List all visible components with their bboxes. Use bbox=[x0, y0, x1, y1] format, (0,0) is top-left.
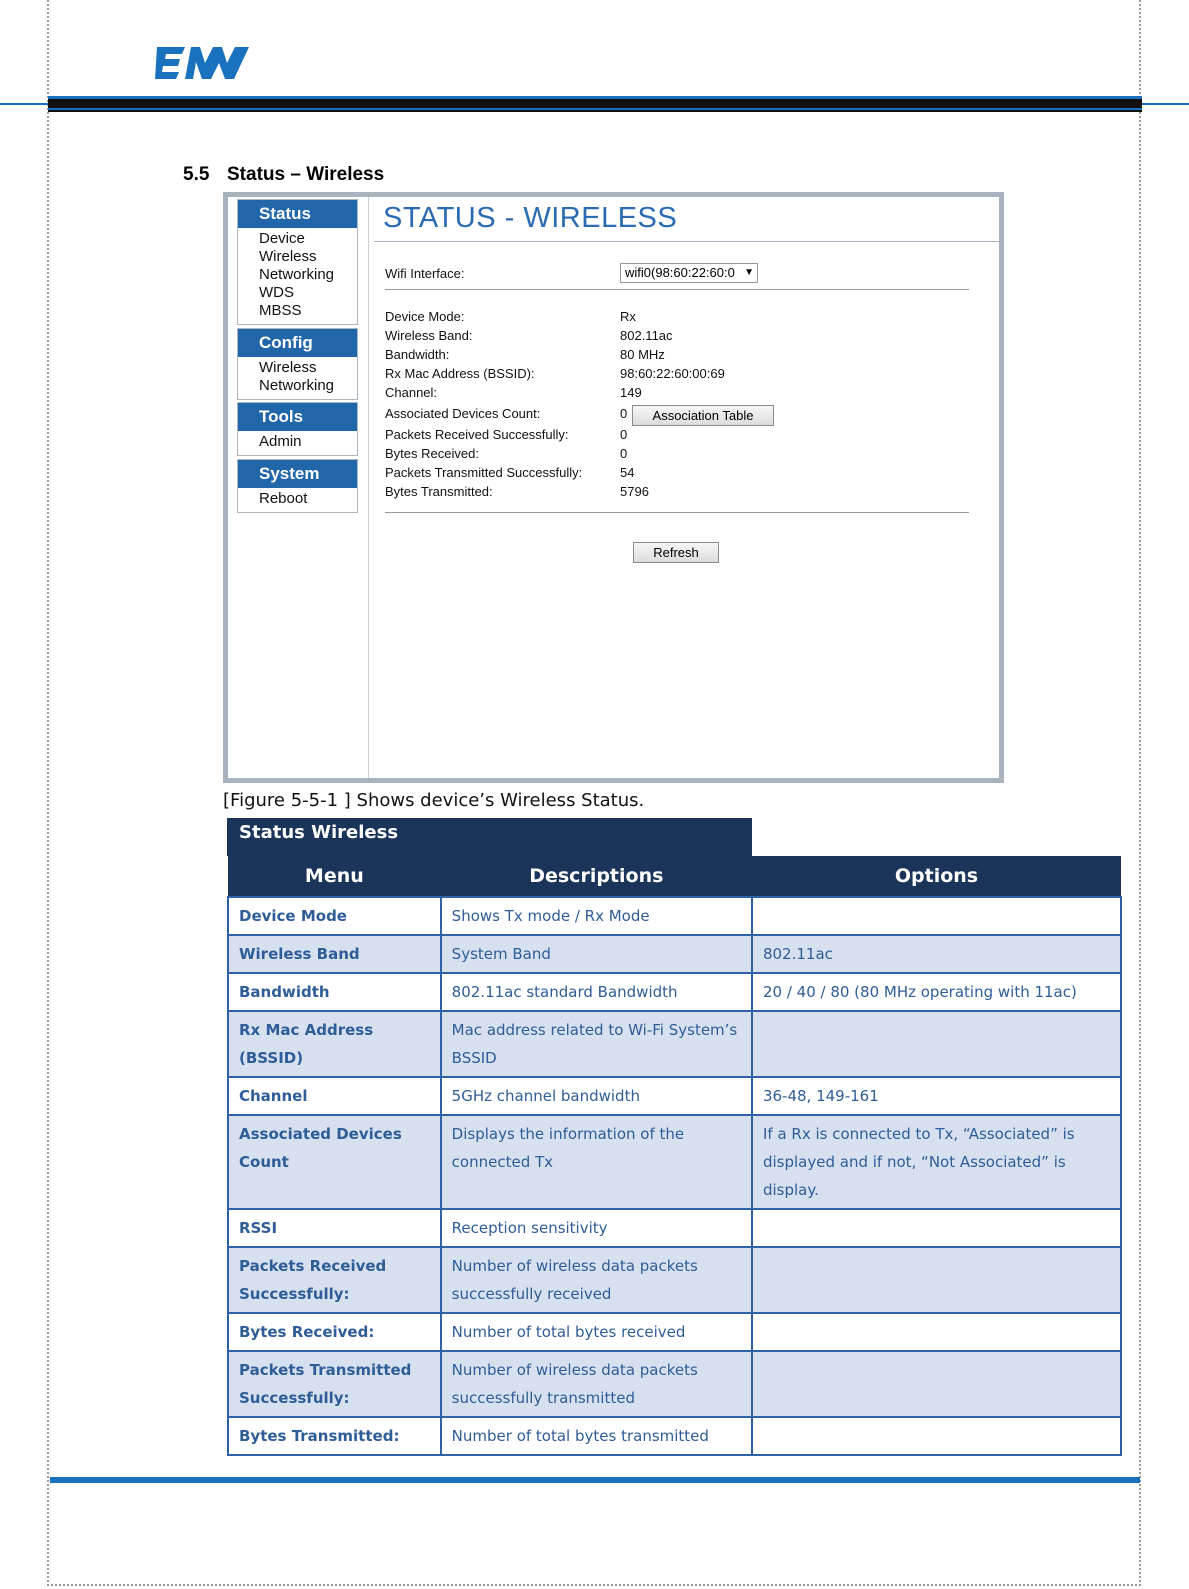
row-desc: Displays the information of the connected Tx bbox=[441, 1115, 752, 1209]
row-opt bbox=[752, 1209, 1121, 1247]
field-label: Channel: bbox=[385, 385, 438, 400]
nav-item-config-wireless[interactable]: Wireless bbox=[259, 359, 317, 376]
field-value: 0 bbox=[620, 406, 628, 421]
field-value: 5796 bbox=[620, 484, 649, 499]
footer-bar bbox=[50, 1477, 1140, 1483]
title-divider bbox=[374, 241, 999, 242]
table-row bbox=[228, 1313, 1121, 1351]
nav-header-status[interactable]: Status bbox=[238, 200, 357, 228]
field-value: 80 MHz bbox=[620, 347, 665, 362]
field-value: Rx bbox=[620, 309, 636, 324]
row-menu: Bandwidth bbox=[228, 973, 441, 1011]
wifi-interface-label: Wifi Interface: bbox=[385, 266, 465, 281]
row-menu: Associated Devices Count bbox=[228, 1115, 441, 1209]
nav-item-reboot[interactable]: Reboot bbox=[259, 490, 308, 507]
row-menu: Bytes Received: bbox=[228, 1313, 441, 1351]
field-label: Wireless Band: bbox=[385, 328, 473, 343]
row-menu: Wireless Band bbox=[228, 935, 441, 973]
field-value: 0 bbox=[620, 446, 628, 461]
row-menu: Bytes Transmitted: bbox=[228, 1417, 441, 1455]
association-table-button[interactable]: Association Table bbox=[632, 405, 774, 426]
figure-caption: [Figure 5-5-1 ] Shows device’s Wireless Status. bbox=[223, 790, 645, 811]
table-row bbox=[228, 1417, 1121, 1455]
divider-top bbox=[385, 289, 969, 290]
row-opt bbox=[752, 1011, 1121, 1077]
row-menu: Rx Mac Address (BSSID) bbox=[228, 1011, 441, 1077]
header-menu: Menu bbox=[228, 856, 441, 897]
ui-screenshot bbox=[223, 192, 1004, 783]
row-desc: Number of total bytes transmitted bbox=[441, 1417, 752, 1455]
table-row bbox=[228, 1077, 1121, 1115]
emw-logo bbox=[155, 45, 251, 81]
row-desc: Number of wireless data packets successfully transmitted bbox=[441, 1351, 752, 1417]
row-desc: Number of total bytes received bbox=[441, 1313, 752, 1351]
header-options: Options bbox=[752, 856, 1121, 897]
row-desc: 802.11ac standard Bandwidth bbox=[441, 973, 752, 1011]
row-desc: Number of wireless data packets successfully received bbox=[441, 1247, 752, 1313]
wifi-interface-value: wifi0(98:60:22:60:0 bbox=[625, 265, 735, 280]
field-label: Device Mode: bbox=[385, 309, 465, 324]
row-opt bbox=[752, 1417, 1121, 1455]
nav-item-device[interactable]: Device bbox=[259, 230, 305, 247]
table-row bbox=[228, 1209, 1121, 1247]
table-row bbox=[228, 897, 1121, 935]
row-menu: Channel bbox=[228, 1077, 441, 1115]
table-row bbox=[228, 973, 1121, 1011]
row-opt bbox=[752, 897, 1121, 935]
row-desc: Shows Tx mode / Rx Mode bbox=[441, 897, 752, 935]
row-desc: Reception sensitivity bbox=[441, 1209, 752, 1247]
table-row bbox=[228, 935, 1121, 973]
sidebar bbox=[228, 197, 369, 778]
field-label: Packets Received Successfully: bbox=[385, 427, 569, 442]
wifi-interface-select[interactable] bbox=[620, 263, 758, 283]
nav-item-mbss[interactable]: MBSS bbox=[259, 302, 302, 319]
field-label: Bytes Received: bbox=[385, 446, 479, 461]
table-header-row bbox=[228, 856, 1121, 897]
nav-item-config-networking[interactable]: Networking bbox=[259, 377, 335, 394]
field-value: 54 bbox=[620, 465, 635, 480]
row-opt: If a Rx is connected to Tx, “Associated” is displayed and if not, “Not Associated” is display. bbox=[752, 1115, 1121, 1209]
nav-group-tools bbox=[237, 402, 358, 456]
dropdown-arrow-icon: ▼ bbox=[744, 267, 754, 278]
nav-group-status bbox=[237, 199, 358, 325]
divider-bottom bbox=[385, 512, 969, 513]
nav-item-wds[interactable]: WDS bbox=[259, 284, 294, 301]
nav-item-wireless[interactable]: Wireless bbox=[259, 248, 317, 265]
row-opt: 802.11ac bbox=[752, 935, 1121, 973]
row-desc: System Band bbox=[441, 935, 752, 973]
row-opt bbox=[752, 1313, 1121, 1351]
nav-item-networking[interactable]: Networking bbox=[259, 266, 335, 283]
field-label: Rx Mac Address (BSSID): bbox=[385, 366, 535, 381]
row-opt bbox=[752, 1247, 1121, 1313]
row-desc: Mac address related to Wi-Fi System’s BSSID bbox=[441, 1011, 752, 1077]
nav-header-system[interactable]: System bbox=[238, 460, 357, 488]
table-row bbox=[228, 1011, 1121, 1077]
row-opt: 20 / 40 / 80 (80 MHz operating with 11ac) bbox=[752, 973, 1121, 1011]
row-menu: Packets Received Successfully: bbox=[228, 1247, 441, 1313]
row-menu: Device Mode bbox=[228, 897, 441, 935]
field-label: Packets Transmitted Successfully: bbox=[385, 465, 583, 480]
section-heading bbox=[183, 164, 384, 186]
row-desc: 5GHz channel bandwidth bbox=[441, 1077, 752, 1115]
header-descriptions: Descriptions bbox=[441, 856, 752, 897]
field-label: Associated Devices Count: bbox=[385, 406, 541, 421]
nav-item-admin[interactable]: Admin bbox=[259, 433, 302, 450]
table-row bbox=[228, 1115, 1121, 1209]
status-wireless-table bbox=[227, 856, 1122, 1456]
page-title: STATUS - WIRELESS bbox=[383, 202, 678, 234]
table-row bbox=[228, 1351, 1121, 1417]
field-label: Bandwidth: bbox=[385, 347, 450, 362]
row-opt: 36-48, 149-161 bbox=[752, 1077, 1121, 1115]
section-number: 5.5 bbox=[183, 164, 210, 185]
section-title: Status – Wireless bbox=[227, 164, 385, 185]
row-opt bbox=[752, 1351, 1121, 1417]
row-menu: RSSI bbox=[228, 1209, 441, 1247]
nav-header-config[interactable]: Config bbox=[238, 329, 357, 357]
field-value: 802.11ac bbox=[620, 328, 673, 343]
header-bar bbox=[48, 96, 1142, 112]
field-value: 149 bbox=[620, 385, 642, 400]
field-label: Bytes Transmitted: bbox=[385, 484, 493, 499]
table-title: Status Wireless bbox=[227, 818, 752, 856]
nav-group-system bbox=[237, 459, 358, 513]
table-row bbox=[228, 1247, 1121, 1313]
nav-header-tools[interactable]: Tools bbox=[238, 403, 357, 431]
nav-group-config bbox=[237, 328, 358, 400]
field-value: 98:60:22:60:00:69 bbox=[620, 366, 725, 381]
row-menu: Packets Transmitted Successfully: bbox=[228, 1351, 441, 1417]
field-value: 0 bbox=[620, 427, 628, 442]
refresh-button[interactable]: Refresh bbox=[633, 542, 719, 563]
